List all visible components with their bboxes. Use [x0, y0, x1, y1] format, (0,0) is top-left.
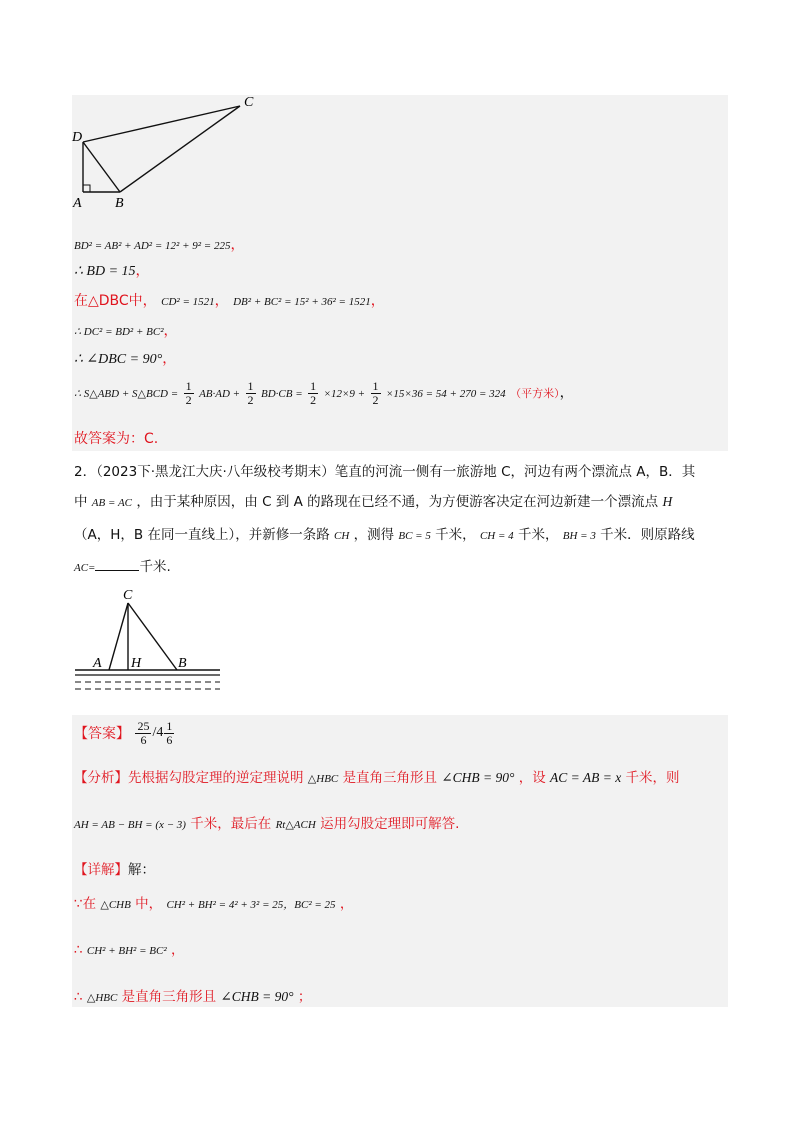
sol1-line4: ∴ DC² = BD² + BC²， [74, 323, 178, 339]
sol1-line1: BD² = AB² + AD² = 12² + 9² = 225， [74, 237, 245, 253]
figure-triangle-dcb [70, 95, 270, 210]
detail-line3: ∴ △HBC 是直角三角形且 ∠CHB = 90° ； [74, 989, 312, 1005]
detail-line2: ∴ CH² + BH² = BC² ， [74, 942, 185, 958]
detail-line1: ∵在 △CHB 中， CH² + BH² = 4² + 3² = 25，BC² = 25 ， [74, 896, 354, 912]
sol1-line6: ∴ S△ABD + S△BCD = $\frac{1}{2}$ AB·AD + $\frac{1}{2}$ BD·CB = $\frac{1}{2}$ ×12×9 + $\frac{1}{2}$ ×15×36 = 54 + 270 = 324 （平方米）， [74, 379, 574, 407]
detail-header: 【详解】解： [74, 862, 155, 878]
label-a: A [73, 196, 82, 210]
label-b: B [115, 196, 124, 210]
answer2-line: 【答案】 $\frac{25}{6}$ /4 $\frac{1}{6}$ [74, 719, 173, 747]
problem2-line4: AC= 千米. [74, 559, 171, 575]
label-a: A [93, 656, 102, 671]
label-b: B [178, 656, 187, 671]
sol1-line5: ∴ ∠DBC = 90°， [74, 351, 177, 367]
sol1-answer: 故答案为：C. [74, 431, 159, 447]
figure-river [70, 585, 230, 695]
analysis-line1: 【分析】先根据勾股定理的逆定理说明 △HBC 是直角三角形且 ∠CHB = 90° ，设 AC = AB = x 千米，则 [74, 770, 680, 786]
problem2-line1: 2．（2023下·黑龙江大庆·八年级校考期末）笔直的河流一侧有一旅游地 C，河边有两个漂流点 A，B．其 [74, 464, 696, 480]
answer-blank[interactable] [95, 558, 139, 571]
right-angle-mark [83, 185, 90, 192]
label-c: C [244, 95, 254, 110]
label-c: C [123, 588, 133, 603]
sol1-line3: 在△DBC中， CD² = 1521， DB² + BC² = 15² + 36² = 1521， [74, 293, 385, 309]
segment-ca [109, 603, 128, 670]
segment-cb [120, 106, 240, 192]
analysis-line2: AH = AB − BH = (x − 3) 千米，最后在 Rt△ACH 运用勾股定理即可解答. [74, 816, 460, 832]
problem2-line2: 中 AB = AC ，由于某种原因，由 C 到 A 的路现在已经不通，为方便游客决定在河边新建一个漂流点 H [74, 494, 673, 510]
label-h: H [131, 656, 142, 671]
sol1-line2: ∴ BD = 15， [74, 263, 150, 279]
segment-dc [83, 106, 240, 142]
problem2-line3: （A，H，B 在同一直线上），并新修一条路 CH ，测得 BC = 5 千米， CH = 4 千米， BH = 3 千米．则原路线 [74, 527, 695, 543]
solution-block-2 [72, 715, 728, 1007]
label-d: D [72, 130, 83, 145]
